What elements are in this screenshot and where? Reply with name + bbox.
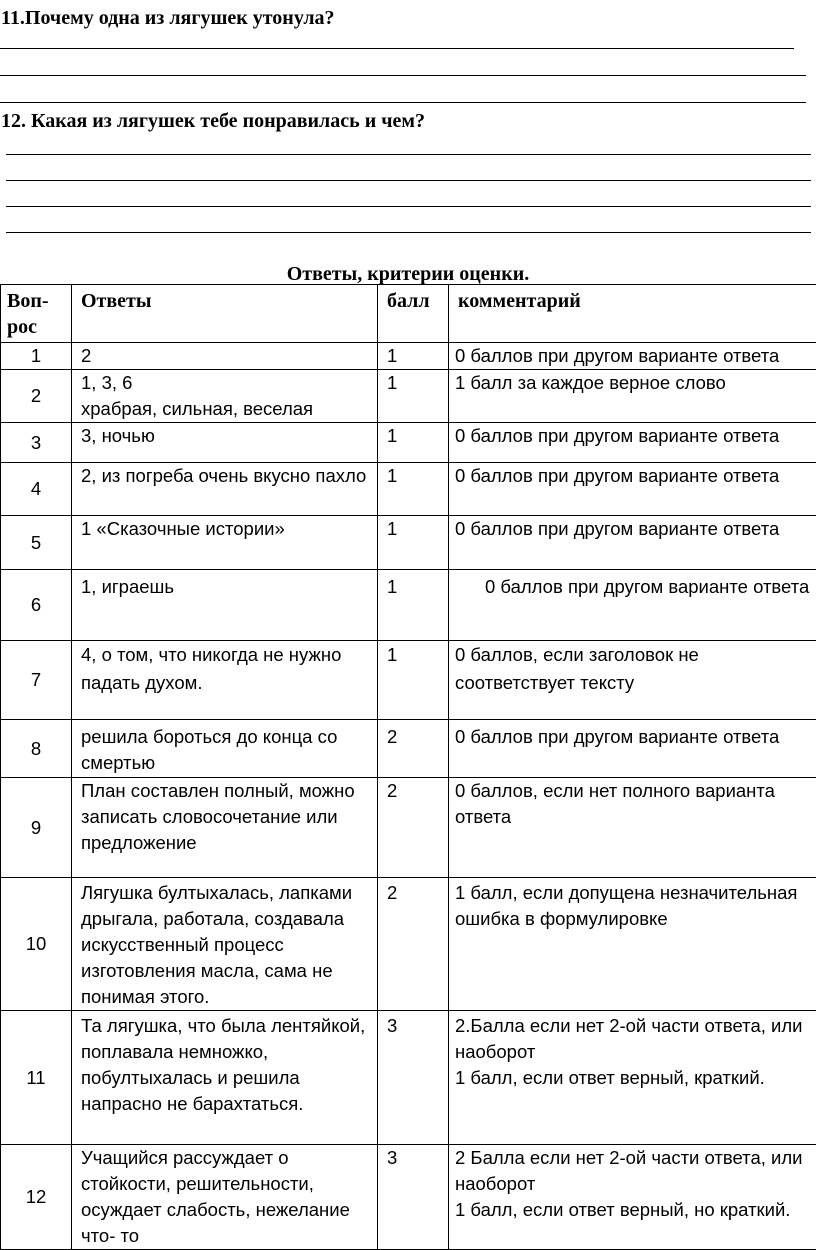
score-cell: 1 xyxy=(378,370,449,423)
score-cell: 2 xyxy=(378,878,449,1011)
answer-line xyxy=(0,75,806,76)
score-cell: 3 xyxy=(378,1145,449,1250)
answer-line xyxy=(6,206,811,207)
answer-cell: 2 xyxy=(72,343,378,370)
question-number: 8 xyxy=(1,720,72,778)
question-number: 3 xyxy=(1,423,72,463)
table-row xyxy=(1,778,816,878)
question-number: 6 xyxy=(1,570,72,641)
comment-cell: 0 баллов при другом варианте ответа xyxy=(449,463,816,516)
header-score: балл xyxy=(378,285,449,343)
table-row xyxy=(1,720,816,778)
comment-cell xyxy=(449,570,816,641)
comment-cell: 1 балл за каждое верное слово xyxy=(449,370,816,423)
question-11-text: 11.Почему одна из лягушек утонула? xyxy=(1,6,335,30)
table-row xyxy=(1,370,816,423)
comment-cell: 0 баллов, если нет полного варианта ответа xyxy=(449,778,816,878)
score-cell: 1 xyxy=(378,463,449,516)
table-title: Ответы, критерии оценки. xyxy=(0,262,816,286)
score-cell: 3 xyxy=(378,1011,449,1145)
header-question: Воп-рос xyxy=(1,285,72,343)
table-row xyxy=(1,516,816,570)
answer-line xyxy=(0,48,794,49)
table-row xyxy=(1,878,816,1011)
question-number: 11 xyxy=(1,1011,72,1145)
question-number: 12 xyxy=(1,1145,72,1250)
score-cell: 1 xyxy=(378,516,449,570)
answer-line xyxy=(6,232,811,233)
table-row xyxy=(1,343,816,370)
question-12-text: 12. Какая из лягушек тебе понравилась и чем? xyxy=(1,109,425,133)
comment-cell: 0 баллов при другом варианте ответа xyxy=(449,343,816,370)
table-row xyxy=(1,1145,816,1250)
answer-cell: План составлен полный, можно записать словосочетание или предложение xyxy=(72,778,378,878)
header-answers: Ответы xyxy=(72,285,378,343)
answer-line xyxy=(6,180,811,181)
comment-cell: 0 баллов при другом варианте ответа xyxy=(449,516,816,570)
table-row xyxy=(1,641,816,720)
answer-cell: 3, ночью xyxy=(72,423,378,463)
answer-line xyxy=(6,154,811,155)
question-number: 5 xyxy=(1,516,72,570)
answer-line xyxy=(0,102,806,103)
comment-text: 0 баллов при другом варианте ответа xyxy=(455,574,816,600)
table-header-row xyxy=(1,285,816,343)
answer-cell: Учащийся рассуждает о стойкости, решительности, осуждает слабость, нежелание что- то xyxy=(72,1145,378,1250)
answer-cell: 1 «Сказочные истории» xyxy=(72,516,378,570)
answer-cell: 4, о том, что никогда не нужно падать духом. xyxy=(72,641,378,720)
score-cell: 1 xyxy=(378,423,449,463)
comment-cell: 0 баллов при другом варианте ответа xyxy=(449,423,816,463)
question-number: 4 xyxy=(1,463,72,516)
table-row xyxy=(1,570,816,641)
score-cell: 1 xyxy=(378,570,449,641)
score-cell: 2 xyxy=(378,720,449,778)
question-number: 9 xyxy=(1,778,72,878)
header-comment: комментарий xyxy=(449,285,816,343)
answer-cell: 1, играешь xyxy=(72,570,378,641)
answer-cell: 2, из погреба очень вкусно пахло xyxy=(72,463,378,516)
comment-cell: 2 Балла если нет 2-ой части ответа, или наоборот 1 балл, если ответ верный, но краткий. xyxy=(449,1145,816,1250)
question-number: 10 xyxy=(1,878,72,1011)
answer-cell: 1, 3, 6 храбрая, сильная, веселая xyxy=(72,370,378,423)
table-row xyxy=(1,423,816,463)
comment-cell: 0 баллов при другом варианте ответа xyxy=(449,720,816,778)
answer-cell: Та лягушка, что была лентяйкой, поплавала немножко, побултыхалась и решила напрасно не барахтаться. xyxy=(72,1011,378,1145)
score-cell: 2 xyxy=(378,778,449,878)
question-number: 7 xyxy=(1,641,72,720)
question-number: 2 xyxy=(1,370,72,423)
table-row xyxy=(1,1011,816,1145)
answer-cell: решила бороться до конца со смертью xyxy=(72,720,378,778)
score-cell: 1 xyxy=(378,641,449,720)
answers-criteria-table xyxy=(0,284,816,1250)
comment-cell: 0 баллов, если заголовок не соответствует тексту xyxy=(449,641,816,720)
comment-cell: 1 балл, если допущена незначительная ошибка в формулировке xyxy=(449,878,816,1011)
score-cell: 1 xyxy=(378,343,449,370)
comment-cell: 2.Балла если нет 2-ой части ответа, или наоборот 1 балл, если ответ верный, краткий. xyxy=(449,1011,816,1145)
table-row xyxy=(1,463,816,516)
question-number: 1 xyxy=(1,343,72,370)
answer-cell: Лягушка бултыхалась, лапками дрыгала, работала, создавала искусственный процесс изготовления масла, сама не понимая этого. xyxy=(72,878,378,1011)
